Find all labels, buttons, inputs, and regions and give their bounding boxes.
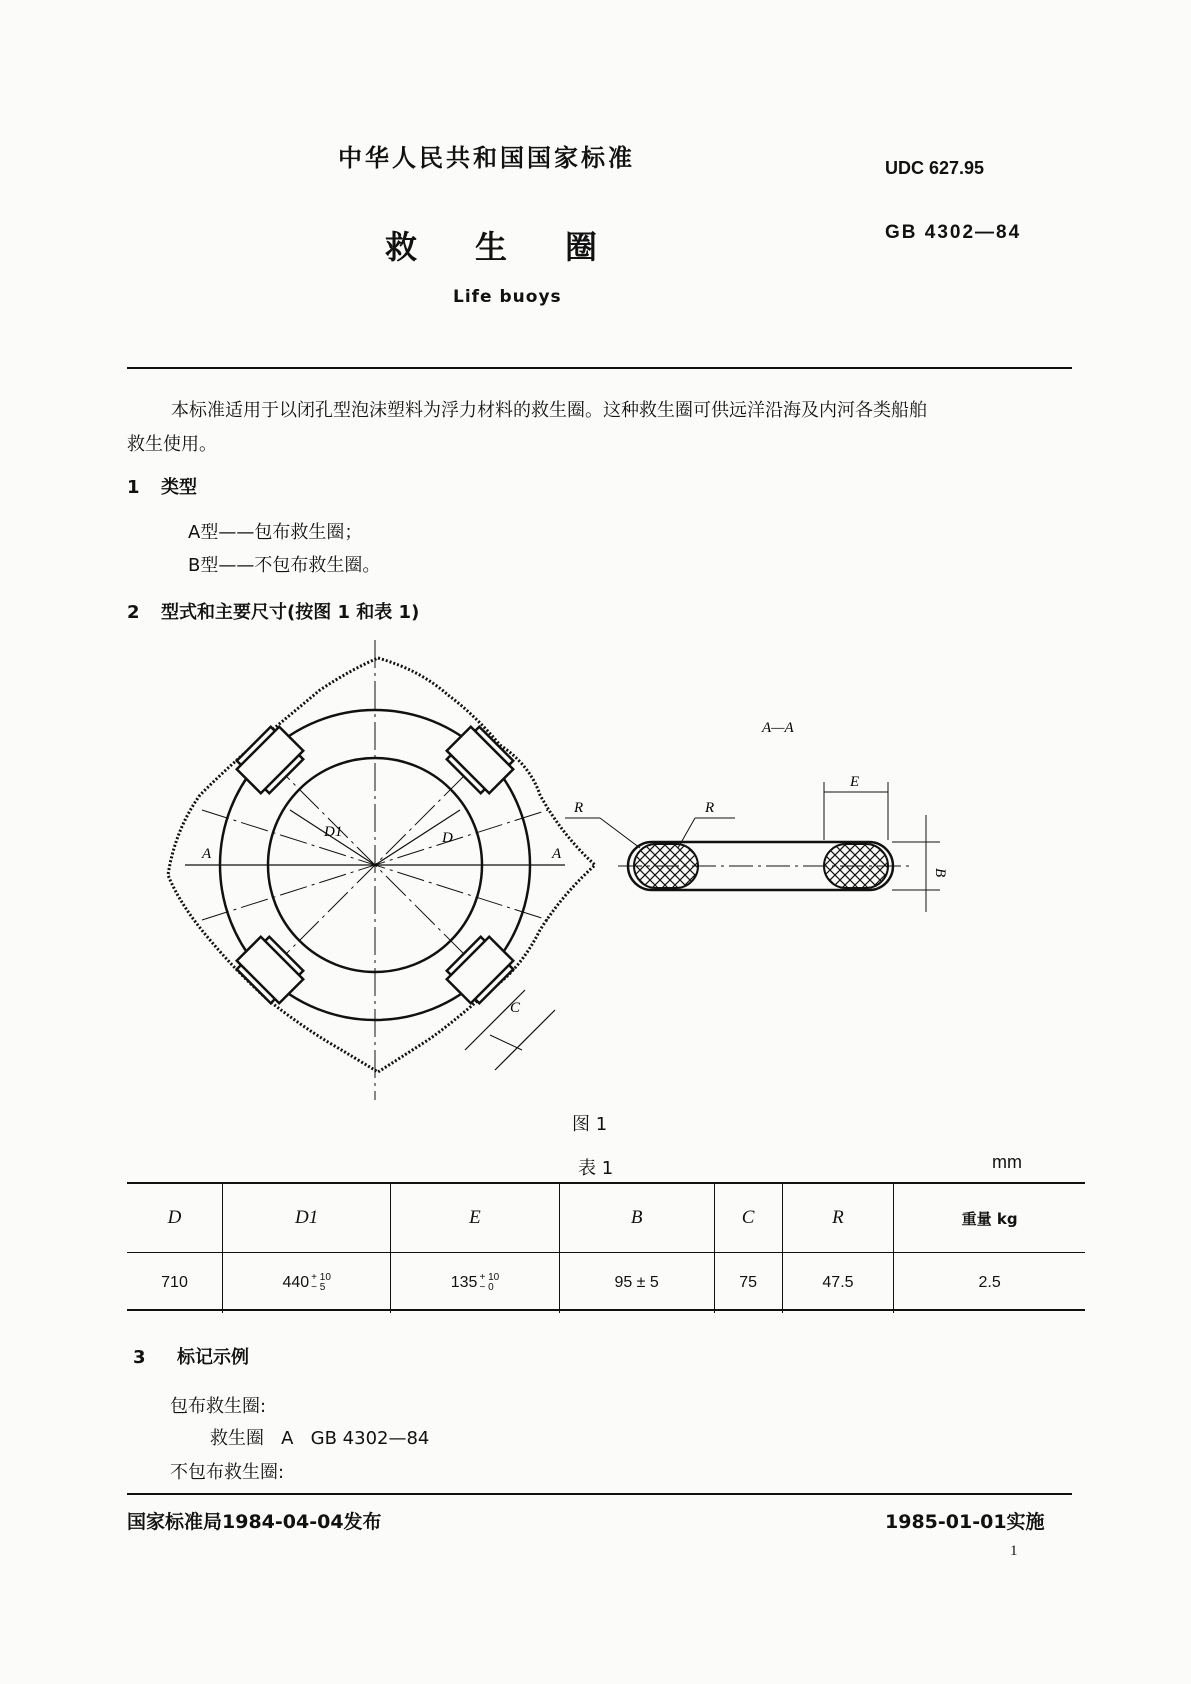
label-b: B: [932, 868, 948, 878]
cell-c: 75: [714, 1253, 782, 1314]
section-title: 类型: [161, 477, 197, 498]
strap-bottom-left: [233, 933, 308, 1008]
strap-top-left: [233, 723, 308, 798]
footer-rule: [127, 1493, 1072, 1495]
section-number: 2: [127, 602, 140, 623]
table-unit: mm: [992, 1152, 1022, 1172]
col-header-b: B: [559, 1184, 714, 1253]
cell-e-base: 135: [450, 1274, 478, 1292]
tol-upper: + 10: [311, 1272, 331, 1283]
section-left-hatch: [634, 844, 698, 888]
ring-front-view: [168, 640, 595, 1100]
col-header-e: E: [391, 1184, 559, 1253]
standard-number: GB 4302—84: [885, 222, 1022, 243]
col-header-c: C: [714, 1184, 782, 1253]
effective-date: 1985-01-01实施: [885, 1511, 1045, 1533]
issued-date: 国家标准局1984-04-04发布: [127, 1511, 382, 1533]
section-a-a-view: [565, 782, 940, 912]
cell-b: 95 ± 5: [559, 1253, 714, 1314]
label-a-left: A: [202, 846, 212, 862]
label-d: D: [442, 830, 453, 846]
col-header-weight: 重量 kg: [894, 1184, 1085, 1253]
figure-1-drawing: [150, 640, 1010, 1100]
tol-lower: − 0: [479, 1282, 494, 1293]
page-number: 1: [1010, 1543, 1018, 1559]
header-rule: [127, 367, 1072, 369]
label-r-right: R: [705, 800, 715, 816]
type-b-item: B型——不包布救生圈。: [188, 555, 381, 576]
issuing-organization: 中华人民共和国国家标准: [338, 144, 635, 172]
section-title: 型式和主要尺寸(按图 1 和表 1): [161, 602, 420, 623]
cell-r: 47.5: [782, 1253, 894, 1314]
english-subtitle: Life buoys: [453, 287, 562, 307]
udc-code: UDC 627.95: [885, 158, 985, 178]
table-header-row: [127, 1184, 1085, 1253]
cell-d1: [223, 1253, 391, 1314]
section-right-hatch: [824, 844, 888, 888]
label-d1: D1: [324, 824, 343, 840]
col-header-d1-text: D1: [295, 1207, 319, 1228]
table-bottom-rule: [127, 1309, 1085, 1311]
section-number: 3: [133, 1347, 146, 1368]
tol-upper: + 10: [479, 1272, 500, 1283]
cell-e: [391, 1253, 559, 1314]
section-2-heading: [127, 598, 419, 624]
section-title: 标记示例: [177, 1347, 249, 1368]
col-header-r: R: [782, 1184, 894, 1253]
table-row: [127, 1253, 1085, 1314]
label-e: E: [850, 774, 860, 790]
section-1-heading: [127, 473, 197, 499]
tol-lower: − 5: [311, 1282, 326, 1293]
intro-paragraph: [127, 394, 1077, 462]
cell-e-tolerance: [479, 1273, 499, 1293]
section-view-label: A—A: [762, 720, 794, 736]
cell-d1-base: 440: [282, 1274, 310, 1292]
type-a-item: A型——包布救生圈；: [188, 522, 363, 543]
figure-caption: 图 1: [572, 1114, 608, 1135]
intro-line-1: 本标准适用于以闭孔型泡沫塑料为浮力材料的救生圈。这种救生圈可供远洋沿海及内河各类船舶: [171, 400, 927, 421]
cell-d: 710: [161, 1274, 188, 1291]
marking-example-line-3: 不包布救生圈:: [170, 1462, 285, 1483]
label-r-left: R: [574, 800, 584, 816]
marking-example-line-1: 包布救生圈:: [170, 1396, 267, 1417]
marking-example-line-2: 救生圈 A GB 4302—84: [210, 1428, 430, 1449]
cell-weight: 2.5: [894, 1253, 1085, 1314]
label-c: C: [510, 1000, 521, 1016]
col-header-d: D: [127, 1184, 223, 1253]
document-title: 救生圈: [385, 228, 656, 266]
section-3-heading: [133, 1343, 249, 1369]
intro-line-2: 救生使用。: [127, 434, 217, 455]
section-number: 1: [127, 477, 140, 498]
col-header-d1: [223, 1184, 391, 1253]
dimensions-table: [127, 1184, 1085, 1313]
label-a-right: A: [552, 846, 562, 862]
table-caption: 表 1: [578, 1158, 614, 1179]
cell-d1-tolerance: [311, 1273, 331, 1293]
